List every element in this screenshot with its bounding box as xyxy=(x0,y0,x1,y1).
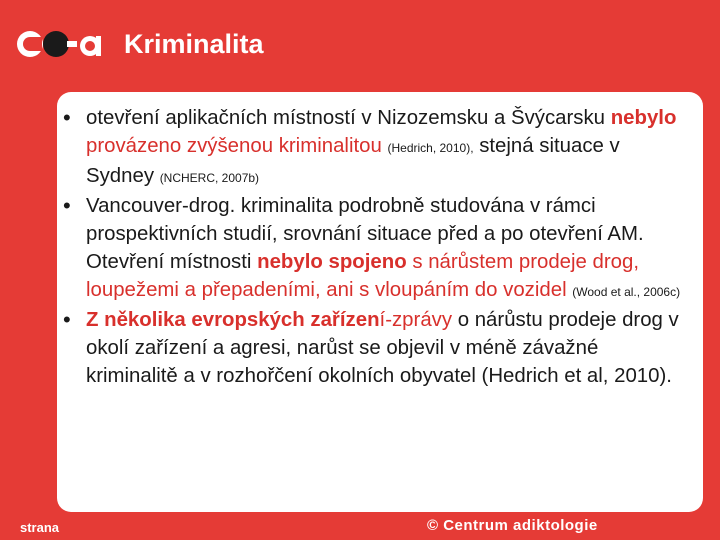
bullet-list xyxy=(57,104,703,390)
text-segment: Z několika evropských zařízen xyxy=(86,309,380,331)
text-segment: (NCHERC, 2007b) xyxy=(159,171,260,185)
bullet-item xyxy=(57,104,691,192)
text-segment: nebylo spojeno xyxy=(257,251,407,273)
bullet-dot: • xyxy=(63,105,71,130)
text-segment: otevření aplikačních místností v Nizozemsku a Švýcarsku xyxy=(86,107,611,129)
bullet-dot: • xyxy=(63,193,71,218)
bullet-text xyxy=(86,104,691,192)
content-panel xyxy=(57,92,703,512)
text-segment: s nárůstem prodeje drog, loupežemi a přepadeními, ani s vloupáním do vozidel xyxy=(86,251,640,301)
copyright-notice: © Centrum adiktologie xyxy=(427,517,598,534)
text-segment: o nárůstu prodeje drog v okolí zařízení a agresi, narůst se objevil v méně závažné kriminalitě a v rozhořčení okolních obyvatel (Hedrich et al, 2010). xyxy=(86,309,679,387)
text-segment: stejná situace v Sydney xyxy=(86,135,620,187)
bullet-text xyxy=(86,306,691,390)
text-segment: nebylo xyxy=(610,107,677,129)
slide-title: Kriminalita xyxy=(124,29,264,59)
bullet-item xyxy=(57,306,691,390)
text-segment: Vancouver-drog. kriminalita podrobně studována v rámci prospektivních studií, srovnání situace před a po otevření AM. Otevření místnosti xyxy=(86,195,644,273)
header xyxy=(0,0,720,90)
text-segment: í-zprávy xyxy=(379,309,453,331)
bullet-item xyxy=(57,192,691,306)
centrum-adiktologie-logo xyxy=(16,22,104,66)
text-segment: (Wood et al., 2006c) xyxy=(572,285,681,299)
bullet-text xyxy=(86,192,691,306)
text-segment: provázeno zvýšenou kriminalitou xyxy=(86,135,388,157)
text-segment: (Hedrich, 2010), xyxy=(387,141,474,155)
bullet-dot: • xyxy=(63,307,71,332)
page-label: strana xyxy=(20,520,60,535)
